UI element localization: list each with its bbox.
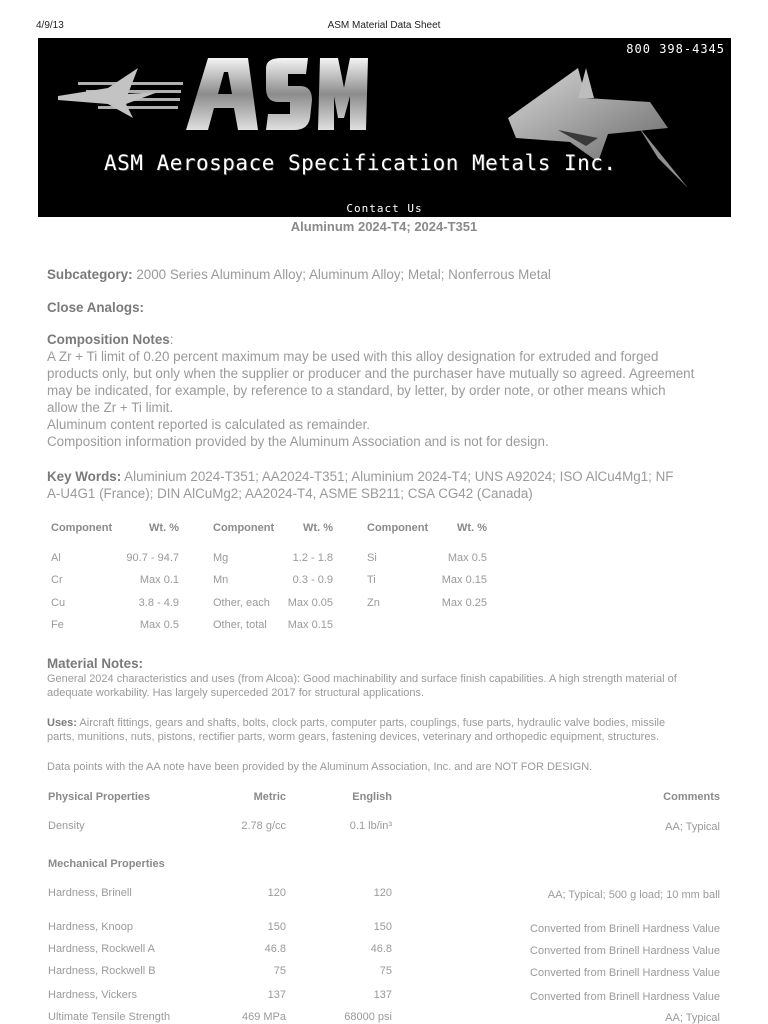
property-comment: AA; Typical	[665, 821, 720, 833]
comments-header: Comments	[663, 791, 720, 803]
physical-properties-header: Physical Properties	[48, 791, 151, 803]
contact-us-link[interactable]: Contact Us	[38, 201, 731, 217]
property-metric: 469 MPa	[241, 1011, 286, 1023]
key-words-line: A-U4G1 (France); DIN AlCuMg2; AA2024-T4, ASME SB211; CSA CG42 (Canada)	[47, 486, 533, 501]
composition-notes-label: Composition Notes	[47, 332, 170, 347]
element-wt: 3.8 - 4.9	[138, 597, 179, 609]
aa-note: Data points with the AA note have been provided by the Aluminum Association, Inc. and are NOT FOR DESIGN.	[47, 761, 593, 773]
composition-note-line: allow the Zr + Ti limit.	[47, 400, 174, 415]
property-comment: Converted from Brinell Hardness Value	[530, 991, 720, 1003]
element-wt: Max 0.05	[287, 597, 333, 609]
property-name: Density	[48, 820, 85, 832]
element-name: Other, total	[213, 619, 267, 631]
property-english: 0.1 lb/in³	[349, 820, 392, 832]
property-comment: Converted from Brinell Hardness Value	[530, 945, 720, 957]
element-name: Al	[51, 552, 61, 564]
subcategory-value: 2000 Series Aluminum Alloy; Aluminum Alloy; Metal; Nonferrous Metal	[136, 267, 551, 282]
key-words-line: Aluminium 2024-T351; AA2024-T351; Aluminium 2024-T4; UNS A92024; ISO AlCu4Mg1; NF	[124, 469, 674, 484]
print-header	[0, 0, 768, 34]
element-wt: 90.7 - 94.7	[126, 552, 179, 564]
phone-number: 800 398-4345	[626, 42, 725, 56]
element-name: Fe	[51, 619, 64, 631]
element-name: Si	[367, 552, 377, 564]
property-name: Hardness, Rockwell B	[48, 965, 156, 977]
property-english: 68000 psi	[344, 1011, 392, 1023]
print-title: ASM Material Data Sheet	[327, 20, 441, 31]
key-words-label: Key Words:	[47, 469, 122, 484]
wt-header: Wt. %	[457, 522, 487, 534]
element-name: Other, each	[213, 597, 270, 609]
property-comment: Converted from Brinell Hardness Value	[530, 967, 720, 979]
print-date: 4/9/13	[36, 20, 64, 31]
company-name: ASM Aerospace Specification Metals Inc.	[104, 151, 617, 175]
element-name: Cr	[51, 574, 63, 586]
property-comment: AA; Typical; 500 g load; 10 mm ball	[547, 889, 720, 901]
property-metric: 2.78 g/cc	[241, 820, 286, 832]
property-english: 120	[373, 887, 392, 899]
property-comment: Converted from Brinell Hardness Value	[530, 923, 720, 935]
property-metric: 46.8	[264, 943, 286, 955]
element-name: Cu	[51, 597, 66, 609]
uses-label: Uses:	[47, 717, 77, 729]
material-notes-line: General 2024 characteristics and uses (from Alcoa): Good machinability and surface finish capabilities. A high strength material of	[47, 673, 677, 685]
property-english: 46.8	[370, 943, 392, 955]
key-words	[47, 468, 727, 502]
close-analogs-label: Close Analogs:	[47, 300, 144, 315]
property-metric: 150	[267, 921, 286, 933]
element-name: Zn	[367, 597, 380, 609]
property-english: 75	[379, 965, 392, 977]
element-wt: Max 0.15	[441, 574, 487, 586]
wt-header: Wt. %	[303, 522, 333, 534]
composition-note-line: A Zr + Ti limit of 0.20 percent maximum may be used with this alloy designation for extruded and forged	[47, 349, 659, 364]
property-metric: 75	[273, 965, 286, 977]
property-name: Hardness, Brinell	[48, 887, 132, 899]
material-notes-line: adequate workability. Has largely superceded 2017 for structural applications.	[47, 687, 425, 699]
element-wt: Max 0.1	[139, 574, 179, 586]
composition-note-line: Aluminum content reported is calculated as remainder.	[47, 417, 371, 432]
property-english: 150	[373, 921, 392, 933]
component-header: Component	[51, 522, 113, 534]
element-name: Mn	[213, 574, 229, 586]
uses-line: Aircraft fittings, gears and shafts, bolts, clock parts, computer parts, couplings, fuse parts, hydraulic valve bodies, missile	[79, 717, 666, 729]
component-header: Component	[213, 522, 275, 534]
property-comment: AA; Typical	[665, 1012, 720, 1024]
close-analogs	[47, 299, 727, 316]
uses-line: parts, munitions, nuts, pistons, rectifier parts, worm gears, fastening devices, veterinary and orthopedic equipment, structures.	[47, 731, 660, 743]
element-wt: Max 0.5	[447, 552, 487, 564]
element-wt: Max 0.25	[441, 597, 487, 609]
material-notes	[47, 655, 727, 700]
metric-header: Metric	[253, 791, 286, 803]
element-wt: Max 0.15	[287, 619, 333, 631]
element-name: Ti	[367, 574, 376, 586]
asm-banner[interactable]	[38, 38, 731, 201]
uses	[47, 716, 727, 744]
english-header: English	[352, 791, 392, 803]
property-metric: 137	[267, 989, 286, 1001]
material-notes-text	[47, 672, 727, 700]
subcategory-label: Subcategory:	[47, 267, 133, 282]
property-metric: 120	[267, 887, 286, 899]
element-name: Mg	[213, 552, 229, 564]
property-name: Ultimate Tensile Strength	[48, 1011, 171, 1023]
composition-note-line: products only, but only when the supplier or producer and the purchaser have mutually so agreed. Agreement	[47, 366, 695, 381]
composition-note-line: Composition information provided by the Aluminum Association and is not for design.	[47, 434, 549, 449]
property-name: Hardness, Rockwell A	[48, 943, 155, 955]
subcategory	[47, 266, 727, 283]
mechanical-properties-header: Mechanical Properties	[48, 858, 165, 870]
element-wt: 0.3 - 0.9	[292, 574, 333, 586]
element-wt: Max 0.5	[139, 619, 179, 631]
wt-header: Wt. %	[149, 522, 179, 534]
property-name: Hardness, Vickers	[48, 989, 138, 1001]
property-english: 137	[373, 989, 392, 1001]
element-wt: 1.2 - 1.8	[292, 552, 333, 564]
composition-note-line: may be indicated, for example, by reference to a standard, by letter, by order note, or other means which	[47, 383, 666, 398]
component-header: Component	[367, 522, 429, 534]
banner-artwork	[38, 38, 731, 201]
page-title: Aluminum 2024-T4; 2024-T351	[290, 219, 478, 234]
property-name: Hardness, Knoop	[48, 921, 133, 933]
material-notes-label: Material Notes:	[47, 656, 143, 671]
composition-notes: Composition Notes: A Zr + Ti limit of 0.20 percent maximum may be used with this alloy designation for extruded and forged products only, but only when the supplier or producer and the purchaser have mutually so agreed. Agreement may be indicated, for example, by reference to a standard, by letter, by order note, or other means which allow the Zr + Ti limit. Aluminum content reported is calculated as remainder. Composition information provided by the Aluminum Association and is not for design.	[47, 332, 695, 449]
